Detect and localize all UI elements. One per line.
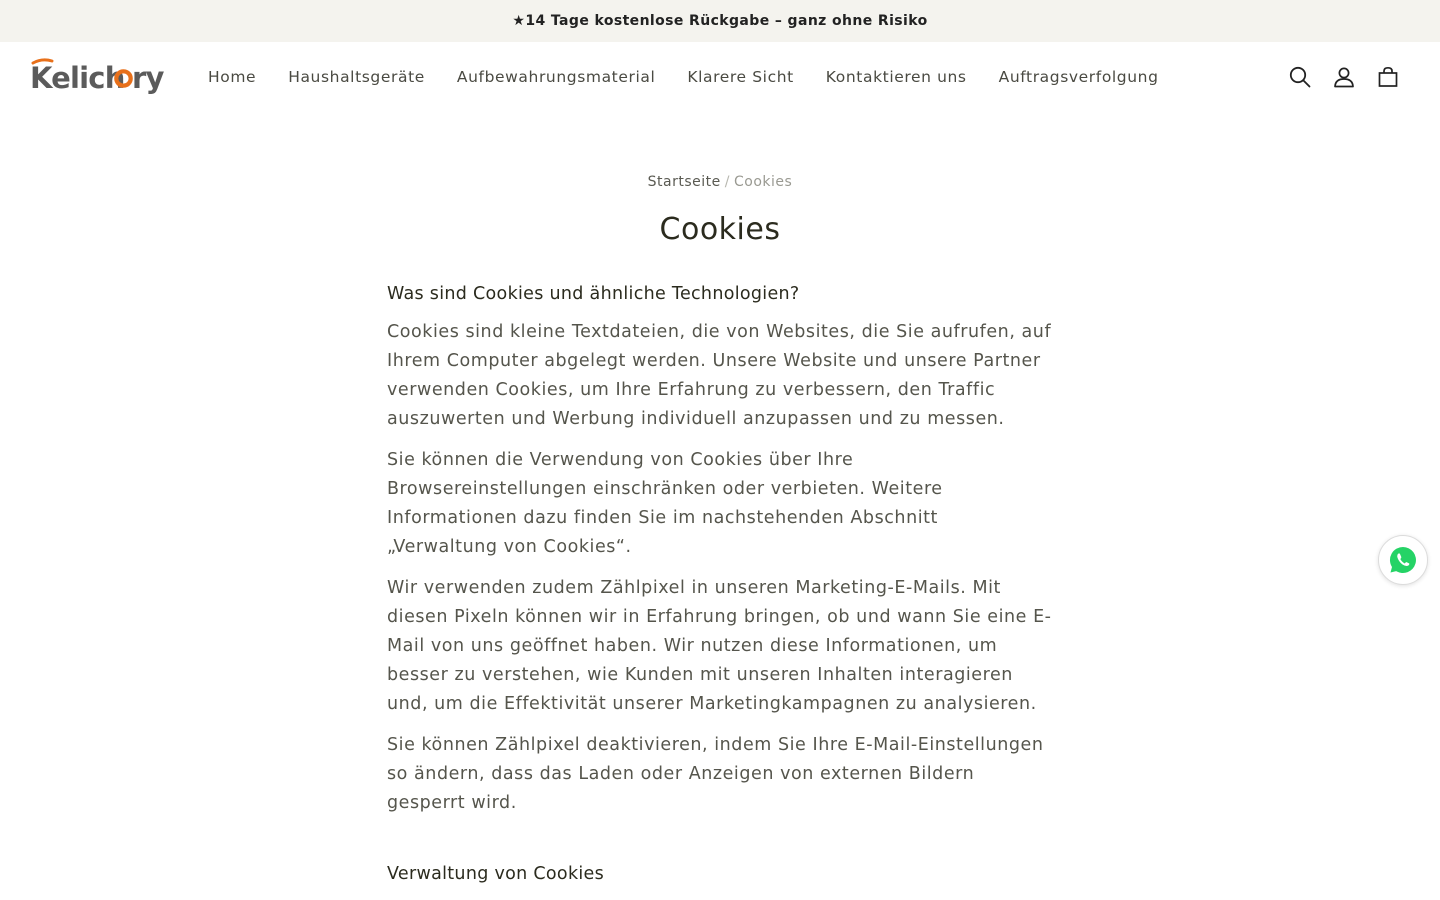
search-icon[interactable] (1288, 65, 1312, 89)
page-content (387, 282, 1053, 884)
breadcrumb (0, 174, 1440, 190)
whatsapp-button[interactable] (1378, 535, 1428, 585)
nav-item-klarere-sicht[interactable]: Klarere Sicht (687, 68, 794, 86)
site-header (0, 42, 1440, 112)
svg-text:ry: ry (132, 61, 164, 95)
paragraph: Wir verwenden zudem Zählpixel in unseren Marketing-E-Mails. Mit diesen Pixeln können wir in Erfahrung bringen, ob und wann Sie eine E-Mail von uns geöffnet haben. Wir nutzen diese Informationen, um besser zu verstehen, wie Kunden mit unseren Inhalten interagieren und, um die Effektivität unserer Marketingkampagnen zu analysieren. (387, 578, 1052, 714)
nav-item-home[interactable]: Home (208, 68, 257, 86)
logo-wordmark (30, 57, 172, 97)
nav-item-haushaltsgeraete[interactable]: Haushaltsgeräte (288, 68, 425, 86)
paragraph: Cookies sind kleine Textdateien, die von Websites, die Sie aufrufen, auf Ihrem Computer abgelegt werden. Unsere Website und unsere Partner verwenden Cookies, um Ihre Erfahrung zu verbessern, den Traffic auszuwerten und Werbung individuell anzupassen und zu messen. (387, 322, 1052, 429)
brand-logo[interactable] (30, 57, 172, 97)
section-heading-cookies: Was sind Cookies und ähnliche Technologien? (387, 284, 800, 304)
svg-text:Kelich: Kelich (30, 61, 125, 95)
account-icon[interactable] (1332, 65, 1356, 89)
announcement-bar (0, 0, 1440, 42)
header-icons (1268, 42, 1400, 112)
paragraph: Sie können die Verwendung von Cookies über Ihre Browsereinstellungen einschränken oder verbieten. Weitere Informationen dazu finden Sie im nachstehenden Abschnitt „Verwaltung von Cookies“. (387, 450, 943, 557)
section-heading-verwaltung: Verwaltung von Cookies (387, 864, 605, 884)
page-title: Cookies (659, 212, 781, 247)
nav-item-aufbewahrungsmaterial[interactable]: Aufbewahrungsmaterial (456, 68, 656, 86)
nav-item-auftragsverfolgung[interactable]: Auftragsverfolgung (998, 68, 1159, 86)
nav-item-kontaktieren-uns[interactable]: Kontaktieren uns (825, 68, 967, 86)
announcement-text: ★14 Tage kostenlose Rückgabe – ganz ohne Risiko (512, 13, 928, 29)
breadcrumb-current: Cookies (734, 174, 793, 190)
breadcrumb-home[interactable]: Startseite (647, 174, 721, 190)
cart-icon[interactable] (1376, 65, 1400, 89)
whatsapp-icon (1388, 545, 1418, 575)
main-nav (208, 68, 1191, 86)
paragraph: Sie können Zählpixel deaktivieren, indem Sie Ihre E-Mail-Einstellungen so ändern, dass das Laden oder Anzeigen von externen Bildern gesperrt wird. (387, 735, 1044, 813)
breadcrumb-separator: / (724, 174, 730, 190)
